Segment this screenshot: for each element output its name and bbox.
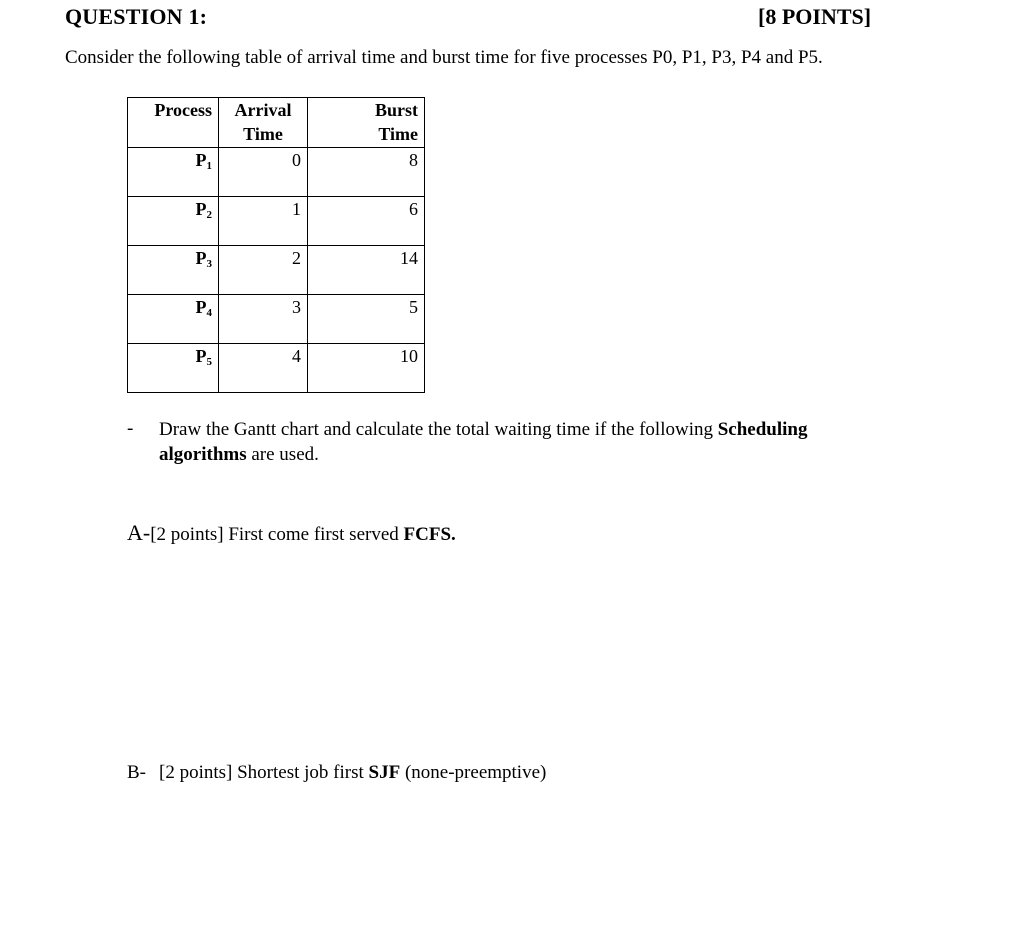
question-intro: Consider the following table of arrival time and burst time for five processes P0, P1, P3, P4 and P5. — [65, 47, 823, 68]
process-name — [128, 197, 219, 246]
header-process — [128, 98, 219, 148]
process-name-base: P — [195, 150, 207, 170]
part-b — [127, 762, 546, 784]
arrival-time-cell: 4 — [219, 344, 308, 393]
burst-time-cell: 10 — [308, 344, 425, 393]
process-name-subscript: 4 — [206, 307, 212, 319]
arrival-time-cell: 0 — [219, 148, 308, 197]
process-name-base: P — [195, 346, 207, 366]
instruction-text-before: Draw the Gantt chart and calculate the total waiting time if the following — [159, 419, 718, 440]
instruction-bullet: - — [127, 418, 134, 439]
header-arrival-line1: Arrival — [234, 100, 292, 120]
process-name-subscript: 5 — [206, 356, 212, 368]
process-name — [128, 148, 219, 197]
header-burst-line1: Burst — [374, 100, 418, 120]
process-name-subscript: 3 — [206, 258, 212, 270]
process-name-base: P — [195, 297, 207, 317]
table-header-row — [128, 98, 425, 148]
part-a-bold: FCFS. — [403, 524, 456, 545]
process-name-base: P — [195, 248, 207, 268]
arrival-time-cell: 3 — [219, 295, 308, 344]
question-points: [8 POINTS] — [758, 4, 872, 29]
table-row — [128, 246, 425, 295]
arrival-time-cell: 1 — [219, 197, 308, 246]
instruction-text — [159, 417, 899, 467]
arrival-time-cell: 2 — [219, 246, 308, 295]
process-name — [128, 246, 219, 295]
part-a — [127, 520, 456, 546]
instruction-text-after: are used. — [246, 444, 319, 465]
header-arrival-time — [219, 98, 308, 148]
part-a-label: A- — [127, 520, 151, 545]
header-process-label: Process — [154, 100, 212, 120]
process-name-base: P — [195, 199, 207, 219]
header-burst-time — [308, 98, 425, 148]
table-row — [128, 344, 425, 393]
table-row — [128, 197, 425, 246]
part-b-text-after: (none-preemptive) — [400, 762, 547, 783]
burst-time-cell: 5 — [308, 295, 425, 344]
process-name — [128, 295, 219, 344]
burst-time-cell: 6 — [308, 197, 425, 246]
process-table — [127, 97, 425, 393]
process-name — [128, 344, 219, 393]
process-name-subscript: 2 — [206, 209, 212, 221]
burst-time-cell: 8 — [308, 148, 425, 197]
instruction-bold: Scheduling algorithms — [159, 419, 808, 465]
table-row — [128, 295, 425, 344]
part-a-text: [2 points] First come first served — [150, 524, 404, 545]
burst-time-cell: 14 — [308, 246, 425, 295]
part-b-bold: SJF — [368, 762, 401, 783]
table-row — [128, 148, 425, 197]
part-b-text-before: [2 points] Shortest job first — [159, 762, 369, 783]
header-arrival-line2: Time — [243, 124, 283, 144]
header-burst-line2: Time — [378, 124, 418, 144]
part-b-label: B- — [127, 762, 146, 783]
process-name-subscript: 1 — [206, 160, 212, 172]
question-title: QUESTION 1: — [65, 4, 208, 29]
